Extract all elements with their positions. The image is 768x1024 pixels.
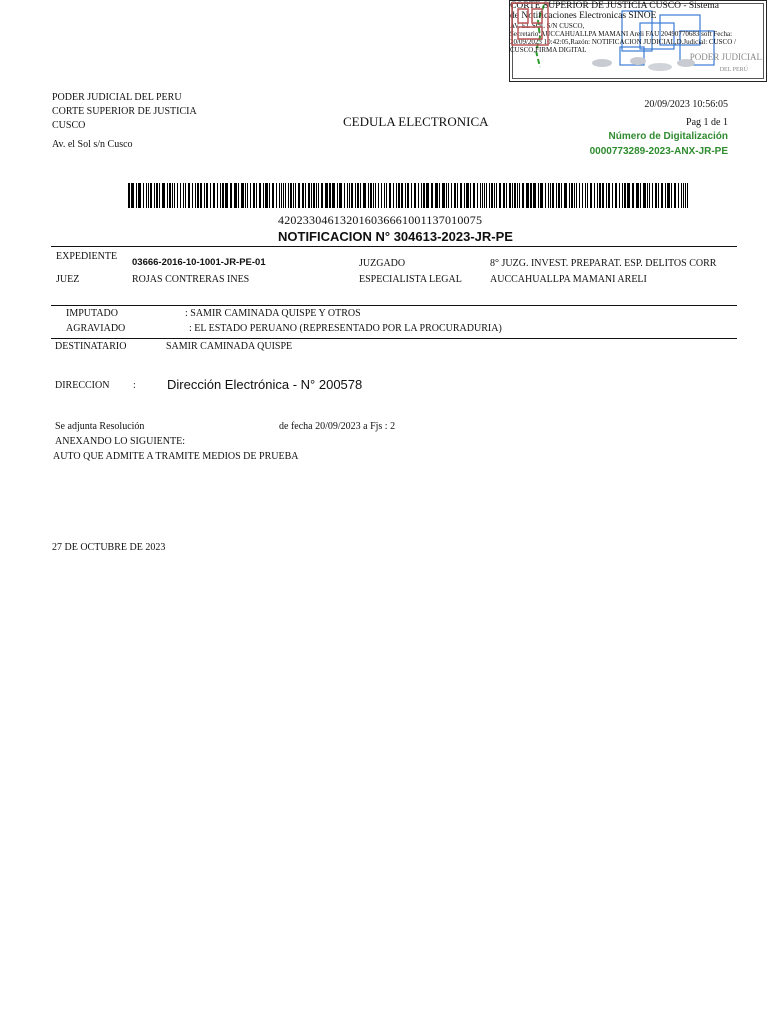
stamp-line-6: CUSCO,FIRMA DIGITAL [510, 46, 587, 54]
page-number: Pag 1 de 1 [686, 117, 728, 128]
stamp-line-2: de Notificaciones Electronicas SINOE [510, 11, 657, 21]
fecha-text: de fecha 20/09/2023 a Fjs : 2 [279, 421, 396, 432]
separator-line [51, 246, 737, 247]
especialista-value: AUCCAHUALLPA MAMANI ARELI [490, 274, 647, 285]
juez-value: ROJAS CONTRERAS INES [132, 274, 250, 285]
digitalization-label: Número de Digitalización [608, 131, 728, 142]
header-datetime: 20/09/2023 10:56:05 [644, 99, 728, 110]
imputado-value: : SAMIR CAMINADA QUISPE Y OTROS [185, 308, 361, 319]
org-line-3: CUSCO [52, 120, 86, 131]
direccion-value: Dirección Electrónica - N° 200578 [167, 377, 363, 392]
especialista-label: ESPECIALISTA LEGAL [359, 274, 462, 285]
stamp-logo-subtext: DEL PERÚ [719, 67, 748, 73]
agraviado-label: AGRAVIADO [66, 323, 126, 334]
auto-text: AUTO QUE ADMITE A TRAMITE MEDIOS DE PRUEBA [53, 451, 299, 462]
juzgado-label: JUZGADO [359, 258, 406, 269]
org-line-1: PODER JUDICIAL DEL PERU [52, 92, 182, 103]
digitalization-number: 0000773289-2023-ANX-JR-PE [589, 146, 728, 157]
anexando-text: ANEXANDO LO SIGUIENTE: [55, 436, 185, 447]
notification-number: NOTIFICACION N° 304613-2023-JR-PE [278, 229, 513, 244]
digital-signature-stamp [509, 0, 767, 82]
agraviado-value: : EL ESTADO PERUANO (REPRESENTADO POR LA PROCURADURIA) [189, 323, 502, 334]
juzgado-value: 8° JUZG. INVEST. PREPARAT. ESP. DELITOS CORR [490, 258, 717, 269]
expediente-value: 03666-2016-10-1001-JR-PE-01 [132, 257, 266, 268]
destinatario-value: SAMIR CAMINADA QUISPE [166, 341, 293, 352]
direccion-label: DIRECCION [55, 380, 110, 391]
barcode-image [128, 183, 688, 208]
footer-date: 27 DE OCTUBRE DE 2023 [52, 542, 166, 553]
stamp-line-4: Secretario:AUCCAHUALLPA MAMANI Areli FAU 20490770683 soft Fecha: [510, 30, 733, 38]
stamp-line-1: CORTE SUPERIOR DE JUSTICIA CUSCO - Sistema [510, 1, 719, 11]
destinatario-label: DESTINATARIO [55, 341, 127, 352]
poder-judicial-logo-icon [510, 1, 550, 47]
stamp-logo-text: PODER JUDICIAL [689, 52, 762, 62]
juez-label: JUEZ [56, 274, 80, 285]
separator-line [51, 338, 737, 339]
direccion-colon: : [133, 380, 136, 391]
barcode-number: 420233046132016036661001137010075 [278, 213, 483, 227]
document-title: CEDULA ELECTRONICA [343, 114, 489, 129]
imputado-label: IMPUTADO [66, 308, 118, 319]
separator-line [51, 305, 737, 306]
stamp-line-5: 20/09/2023 10:42:05,Razón: NOTIFICACION JUDICIAL,D.Judicial: CUSCO / [510, 38, 736, 46]
stamp-line-3: AV. EL SOL S/N CUSCO, [510, 22, 585, 30]
org-line-2: CORTE SUPERIOR DE JUSTICIA [52, 106, 197, 117]
adjunta-text: Se adjunta Resolución [55, 421, 145, 432]
org-address: Av. el Sol s/n Cusco [52, 139, 133, 150]
expediente-label: EXPEDIENTE [56, 251, 118, 262]
